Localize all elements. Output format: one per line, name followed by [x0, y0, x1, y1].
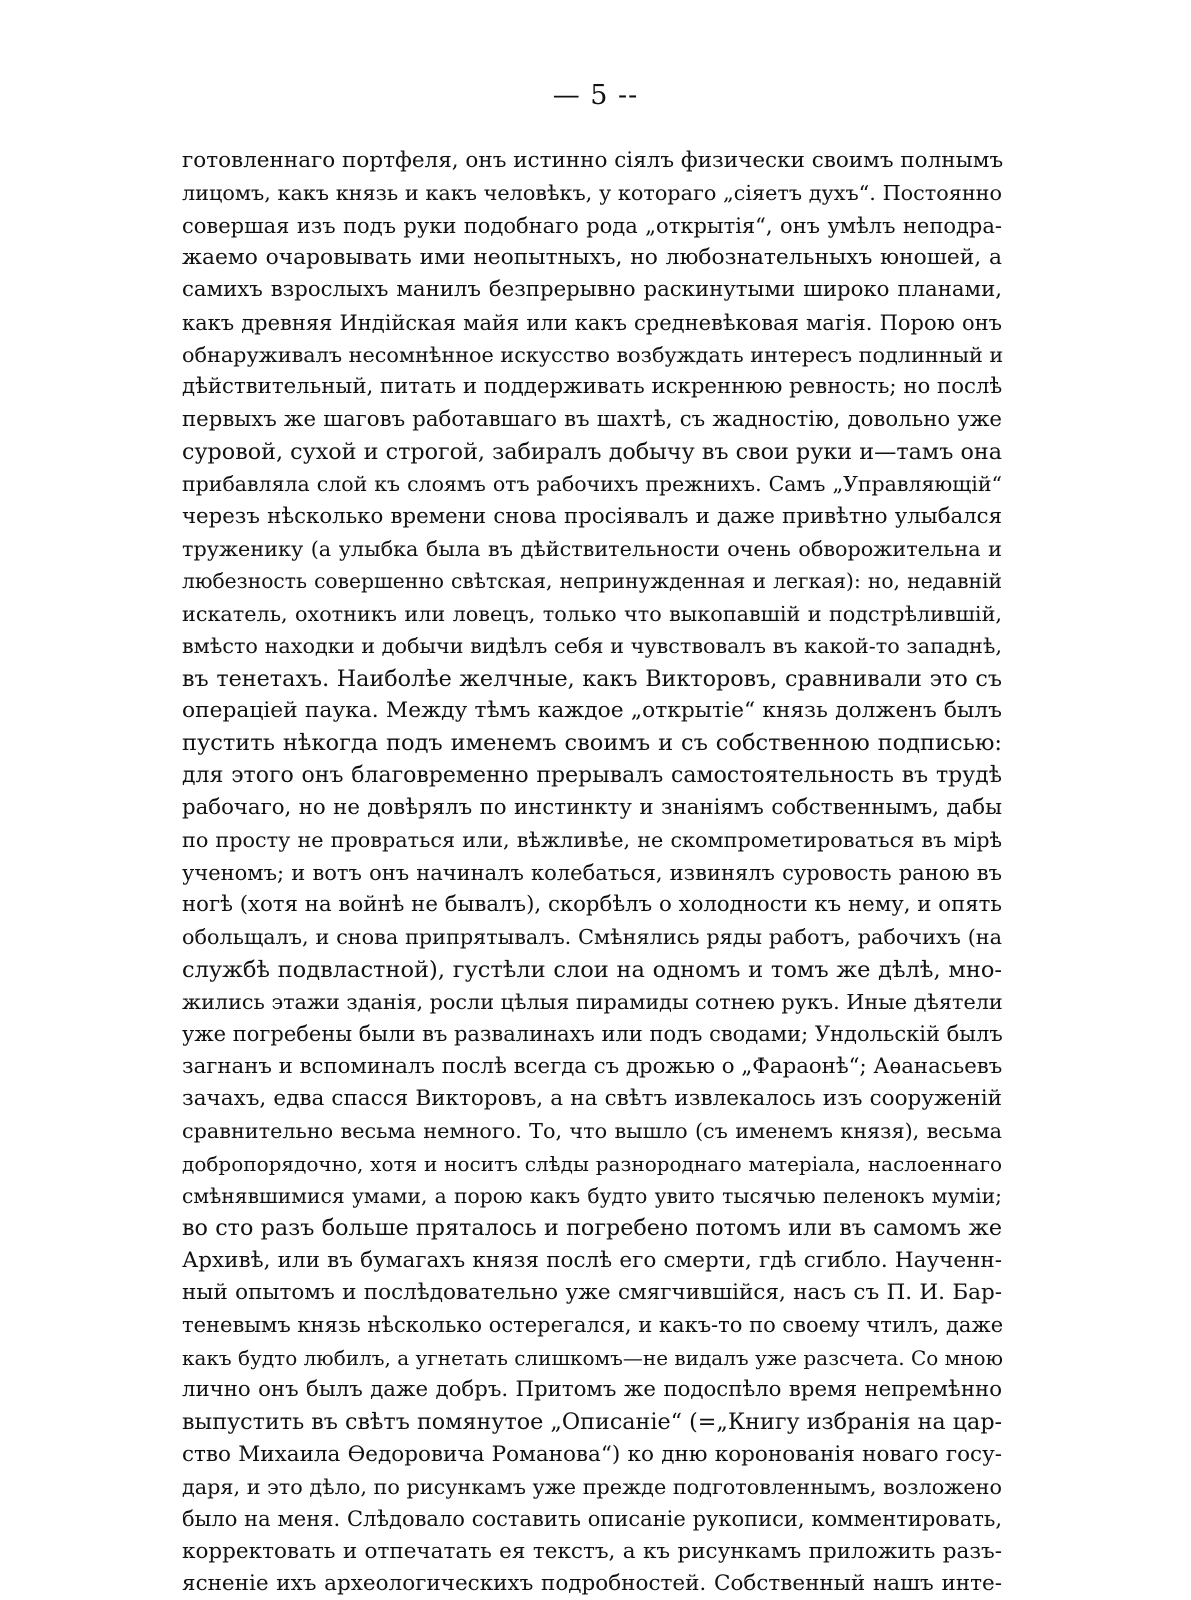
text-line: Архивѣ, или въ бумагахъ князя послѣ его смерти, гдѣ сгибло. Наученн-: [182, 1247, 1002, 1273]
text-line: для этого онъ благовременно прерывалъ самостоятельность въ трудѣ: [182, 762, 1002, 788]
text-line: черезъ нѣсколько времени снова просіявалъ и даже привѣтно улыбался: [182, 503, 1002, 529]
text-line: обнаруживалъ несомнѣнное искусство возбуждать интересъ подлинный и: [182, 343, 1004, 368]
text-line: выпустить въ свѣтъ помянутое „Описаніе“ (=„Книгу избранія на цар-: [182, 1409, 1003, 1436]
text-line: искатель, охотникъ или ловецъ, только что выкопавшій и подстрѣлившій,: [182, 601, 1002, 626]
text-line: теневымъ князь нѣсколько остерегался, и какъ-то по своему чтилъ, даже: [182, 1313, 1004, 1338]
text-line: корректовать и отпечатать ея текстъ, а къ рисункамъ приложить разъ-: [182, 1538, 1002, 1564]
text-line: по просту не проврaться или, вѣжливѣе, не скомпрометироваться въ мірѣ: [182, 828, 1002, 853]
text-line: прибавляла слой къ слоямъ отъ рабочихъ прежнихъ. Самъ „Управляющій“: [182, 472, 1002, 497]
text-line: во сто разъ больше пряталось и погребено потомъ или въ самомъ же: [182, 1215, 1002, 1242]
text-line: ный опытомъ и послѣдовательно уже смягчившійся, насъ съ П. И. Бар-: [182, 1280, 1002, 1306]
text-line: какъ будто любилъ, а угнетать слишкомъ—не видалъ уже разсчета. Со мною: [182, 1345, 1004, 1370]
text-line: пустить нѣкогда подъ именемъ своимъ и съ собственною подписью:: [182, 730, 1002, 757]
text-line: обольщалъ, и снова припрятывалъ. Смѣнялись ряды работъ, рабочихъ (на: [182, 925, 1002, 950]
page-number: — 5 --: [552, 80, 639, 111]
text-line: труженику (а улыбка была въ дѣйствительности очень обворожительна и: [182, 537, 1002, 562]
text-line: суровой, сухой и строгой, забиралъ добычу въ свои руки и—тамъ она: [182, 439, 1002, 466]
text-line: даря, и это дѣло, по рисункамъ уже прежде подготовленнымъ, возложено: [182, 1475, 1002, 1500]
text-line: было на меня. Слѣдовало составить описаніе рукописи, комментировать,: [182, 1507, 1002, 1532]
text-line: службѣ подвластной), густѣли слои на одномъ и томъ же дѣлѣ, мно-: [182, 956, 1002, 983]
text-line: ясненіе ихъ археологическихъ подробностей. Собственный нашъ инте-: [182, 1571, 1002, 1597]
text-line: операціей паука. Между тѣмъ каждое „открытіе“ князь долженъ былъ: [182, 697, 1002, 723]
text-line: лицомъ, какъ князь и какъ человѣкъ, у котораго „сіяетъ духъ“. Постоянно: [182, 181, 1002, 206]
text-line: готовленнаго портфеля, онъ истинно сіялъ физически своимъ полнымъ: [182, 148, 1004, 173]
text-line: вмѣсто находки и добычи видѣлъ себя и чувствовалъ въ какой-то западнѣ,: [182, 634, 1002, 659]
text-line: рабочаго, но не довѣрялъ по инстинкту и знаніямъ собственнымъ, дабы: [182, 794, 1002, 820]
text-line: самихъ взрослыхъ манилъ безпрерывно раскинутыми широко планами,: [182, 277, 1002, 303]
text-line: уже погребены были въ развалинахъ или подъ сводами; Ундольскій былъ: [182, 1022, 1003, 1047]
text-line: ученомъ; и вотъ онъ начиналъ колебаться, извинялъ суровость раною въ: [182, 860, 1002, 885]
text-line: жились этажи зданія, росли цѣлыя пирамиды сотнею рукъ. Иные дѣятели: [182, 989, 1003, 1014]
text-line: ногѣ (хотя на войнѣ не бывалъ), скорбѣлъ о холодности къ нему, и опять: [182, 891, 1002, 917]
text-line: жаемо очаровывать ими неопытныхъ, но любознательныхъ юношей, а: [182, 245, 1002, 271]
text-line: любезность совершенно свѣтская, непринужденная и легкая): но, недавній: [182, 569, 1002, 594]
text-line: загнанъ и вспоминалъ послѣ всегда съ дрожью о „Фараонѣ“; Аѳанасьевъ: [182, 1053, 1003, 1079]
text-line: зачахъ, едва спасся Викторовъ, а на свѣтъ извлекалось изъ сооруженій: [182, 1085, 1002, 1111]
body-text: [182, 145, 1002, 1600]
text-line: лично онъ былъ даже добръ. Притомъ же подоспѣло время непремѣнно: [182, 1377, 1002, 1403]
text-line: смѣнявшимися умами, а порою какъ будто увито тысячью пеленокъ муміи;: [182, 1184, 1002, 1208]
text-line: какъ древняя Индійская майя или какъ средневѣковая магія. Порою онъ: [182, 310, 1002, 335]
text-line: добропорядочно, хотя и носитъ слѣды разнороднаго матеріала, наслоеннаго: [182, 1151, 1002, 1176]
text-line: ство Михаила Ѳедоровича Романова“) ко дню коронованія новаго госу-: [182, 1441, 1002, 1467]
text-line: сравнительно весьма немного. То, что вышло (съ именемъ князя), весьма: [182, 1119, 1002, 1144]
text-line: въ тенетахъ. Наиболѣе желчные, какъ Викторовъ, сравнивали это съ: [182, 665, 1002, 692]
text-line: дѣйствительный, питать и поддерживать искреннюю ревность; но послѣ: [182, 374, 1003, 400]
text-line: первыхъ же шаговъ работавшаго въ шахтѣ, съ жадностію, довольно уже: [182, 406, 1002, 432]
text-line: совершая изъ подъ руки подобнаго рода „открытія“, онъ умѣлъ неподра-: [182, 213, 1002, 238]
